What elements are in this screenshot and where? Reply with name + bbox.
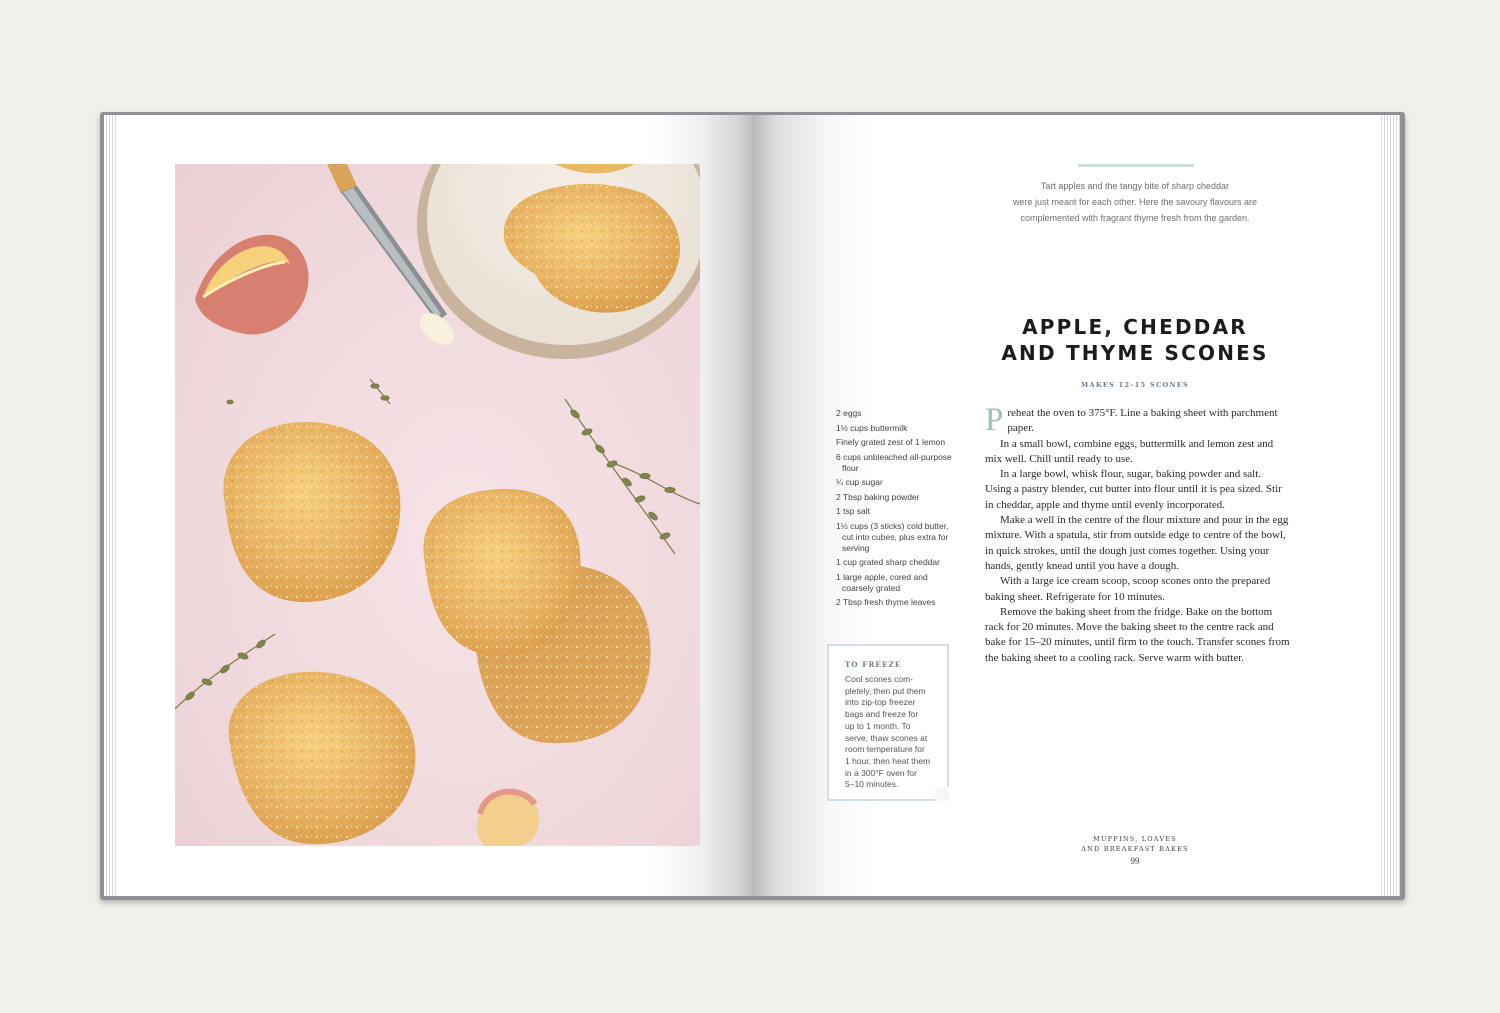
drop-cap: P — [985, 402, 1004, 438]
ingredient-item: 6 cups unbleached all-purpose flour — [836, 451, 952, 473]
ingredient-item: 2 eggs — [836, 408, 862, 418]
apple-slice-top — [195, 235, 309, 335]
ingredient-item: 1 large apple, cored and coarsely grated — [836, 571, 928, 593]
intro-line: complemented with fragrant thyme fresh from the garden. — [1020, 213, 1250, 223]
title-line: AND THYME SCONES — [1001, 341, 1269, 365]
page-number: 99 — [1130, 856, 1140, 866]
intro-line: Tart apples and the tangy bite of sharp cheddar — [1040, 181, 1230, 191]
scone-bottom-left — [229, 672, 416, 844]
intro-line: were just meant for each other. Here the savoury flavours are — [1012, 197, 1258, 207]
title-line: APPLE, CHEDDAR — [1022, 315, 1248, 339]
ingredients-list — [836, 408, 954, 612]
ingredient-item: ¼ cup sugar — [836, 477, 883, 487]
method-first-paragraph: reheat the oven to 375°F. Line a baking sheet with parchment paper. — [1007, 407, 1278, 435]
tip-line: into zip-top freezer — [845, 697, 916, 708]
method-text — [985, 402, 1290, 666]
section-name-line: MUFFINS, LOAVES — [1093, 835, 1177, 843]
tip-line: Cool scones com- — [845, 674, 914, 684]
section-name-line: AND BREAKFAST BAKES — [1081, 845, 1189, 853]
ingredient-item: 2 Tbsp baking powder — [836, 491, 920, 502]
freeze-tip-title: TO FREEZE — [845, 660, 902, 669]
ingredient-item: Finely grated zest of 1 lemon — [836, 437, 946, 447]
scones-photo — [175, 164, 700, 846]
box-cut-corner — [935, 787, 949, 801]
apple-slice-bottom — [477, 792, 539, 846]
tip-line: bags and freeze for — [845, 709, 919, 720]
freeze-tip-text — [845, 674, 943, 791]
method-paragraph: Make a well in the centre of the flour mixture and pour in the egg mixture. With a spatula, stir from outside edge to centre of the bowl, in quick strokes, until the dough just comes together. Using your hands, gently knead until you have a dough. — [985, 514, 1289, 572]
ingredient-item: 1 cup grated sharp cheddar — [836, 557, 940, 567]
method-paragraph: In a large bowl, whisk flour, sugar, baking powder and salt. Using a pastry blender, cut butter into flour until it is pea sized. Stir in cheddar, apple and thyme until evenly incorporated. — [985, 468, 1282, 511]
page-footer — [1040, 834, 1230, 866]
method-paragraph — [985, 402, 1290, 438]
ingredient-item: 2 Tbsp fresh thyme leaves — [836, 597, 936, 607]
freeze-tip-box — [827, 644, 949, 801]
ingredient-item: 1½ cups (3 sticks) cold butter, cut into cubes, plus extra for serving — [836, 520, 949, 553]
recipe-title — [960, 314, 1310, 366]
tip-line: pletely, then put them — [845, 685, 926, 696]
accent-rule — [1078, 164, 1194, 167]
plate — [417, 164, 700, 359]
page-edges-right — [1378, 115, 1400, 896]
ingredient-item: 1 tsp salt — [836, 506, 871, 516]
method-paragraph: With a large ice cream scoop, scoop scones onto the prepared baking sheet. Refrigerate for 10 minutes. — [985, 575, 1271, 603]
tip-line: 1 hour, then heat them — [845, 755, 931, 766]
ingredient-item: 1½ cups buttermilk — [836, 422, 908, 433]
tip-line: up to 1 month. To — [845, 720, 911, 731]
recipe-yield: MAKES 12–15 SCONES — [1081, 381, 1189, 389]
tip-line: room temperature for — [845, 744, 925, 755]
method-paragraph: Remove the baking sheet from the fridge. Bake on the bottom rack for 20 minutes. Move the baking sheet to the centre rack and bake for 15–20 minutes, until firm to the touch. Transfer scones from the baking sheet to a cooling rack. Serve warm with butter. — [985, 605, 1290, 664]
tip-line: serve, thaw scones at — [845, 732, 928, 743]
tip-line: in a 300°F oven for — [845, 767, 917, 778]
method-paragraph: In a small bowl, combine eggs, buttermilk and lemon zest and mix well. Chill until ready to use. — [985, 437, 1274, 465]
tip-line: 5–10 minutes. — [845, 779, 899, 790]
recipe-intro — [960, 178, 1310, 226]
scone-left — [223, 422, 400, 602]
